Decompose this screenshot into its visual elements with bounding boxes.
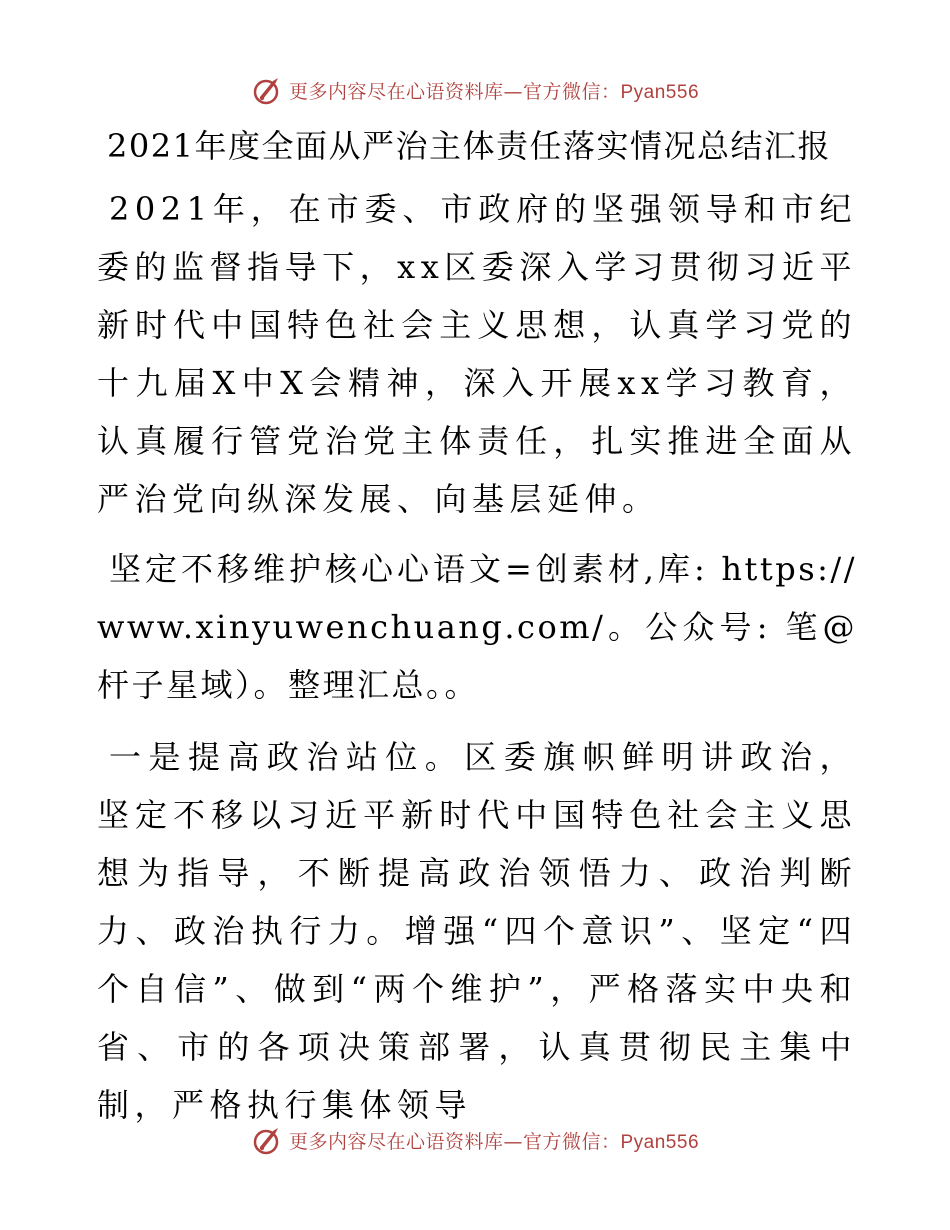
header-watermark-banner [0, 70, 950, 110]
brush-logo-icon [251, 73, 285, 107]
document-body [97, 122, 857, 1134]
header-banner-text: 更多内容尽在心语资料库—官方微信：Pyan556 [288, 80, 700, 103]
document-title: 2021年度全面从严治主体责任落实情况总结汇报 [107, 127, 831, 165]
footer-banner-text: 更多内容尽在心语资料库—官方微信：Pyan556 [288, 1130, 700, 1153]
brush-logo-icon [251, 1123, 285, 1157]
paragraph-intro: 2021年，在市委、市政府的坚强领导和市纪委的监督指导下，xx区委深入学习贯彻习近平新时代中国特色社会主义思想，认真学习党的十九届X中X会精神，深入开展xx学习教育，认真履行管党治党主体责任，扎实推进全面从严治党向纵深发展、向基层延伸。 [97, 190, 857, 518]
paragraph-core: 坚定不移维护核心心语文=创素材,库: https://www.xinyuwenchuang.com/。公众号: 笔@杆子星域）。整理汇总。。 [97, 550, 857, 704]
footer-watermark-banner [0, 1120, 950, 1160]
paragraph-political-stance: 一是提高政治站位。区委旗帜鲜明讲政治，坚定不移以习近平新时代中国特色社会主义思想为指导，不断提高政治领悟力、政治判断力、政治执行力。增强“四个意识”、坚定“四个自信”、做到“两个维护”，严格落实中央和省、市的各项决策部署，认真贯彻民主集中制，严格执行集体领导 [97, 738, 857, 1124]
